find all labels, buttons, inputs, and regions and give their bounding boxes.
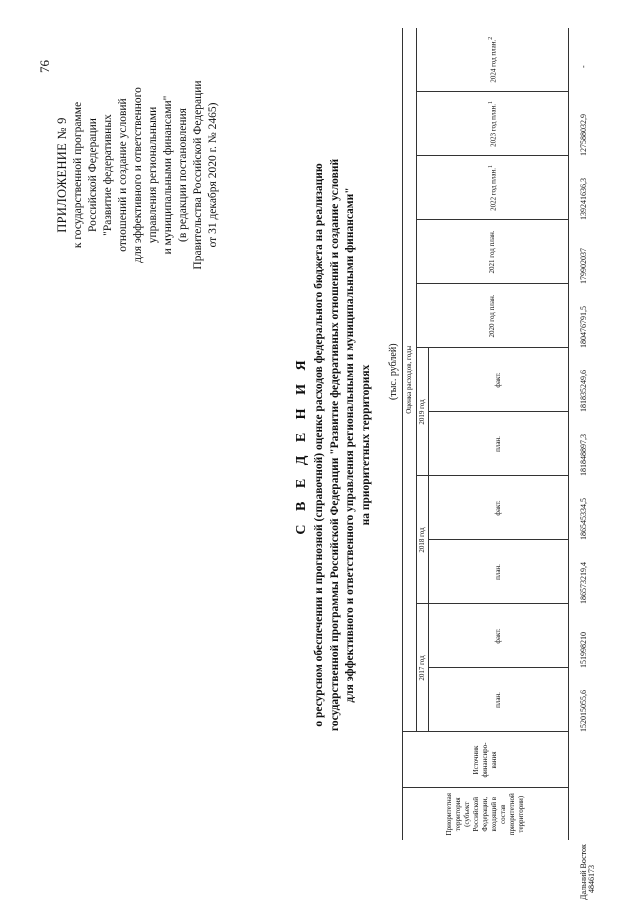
header-2023-footnote: 1 xyxy=(487,101,494,105)
appendix-line: для эффективного и ответственного xyxy=(132,87,144,263)
cell-2019-fact: 181835249,6 xyxy=(579,370,588,412)
header-2024-label: 2024 год план. xyxy=(489,39,498,83)
appendix-line: "Развитие федеративных xyxy=(102,114,114,236)
header-2018: 2018 год xyxy=(417,476,429,604)
header-2021 xyxy=(417,220,569,284)
cell-2022: 139241636,3 xyxy=(579,178,588,220)
appendix-block xyxy=(54,45,221,305)
resource-table xyxy=(402,28,569,840)
row-territory: Дальний Восток xyxy=(579,844,588,900)
header-2020-label: 2020 год план. xyxy=(488,294,496,338)
document-title xyxy=(292,65,374,825)
cell-2017-plan: 152015055,6 xyxy=(579,690,588,732)
header-2022-footnote: 1 xyxy=(487,165,494,169)
header-2023-label: 2023 год план. xyxy=(489,104,498,147)
cell-2017-fact: 151998210 xyxy=(579,632,588,668)
appendix-line: Правительства Российской Федерации xyxy=(192,80,204,270)
header-2018-plan: план. xyxy=(429,540,569,604)
header-2022 xyxy=(417,156,569,220)
header-2019: 2019 год xyxy=(417,348,429,476)
header-2017: 2017 год xyxy=(417,604,429,732)
header-2018-fact: факт. xyxy=(429,476,569,540)
title-line: для эффективного и ответственного управления региональными и муниципальными финансами" xyxy=(344,187,356,703)
appendix-heading: ПРИЛОЖЕНИЕ № 9 xyxy=(55,117,69,233)
header-2020 xyxy=(417,284,569,348)
cell-2018-plan: 186573219,4 xyxy=(579,562,588,604)
header-2024-footnote: 2 xyxy=(487,36,494,40)
title-line: государственной программы Российской Федерации "Развитие федеративных отношений и создание условий xyxy=(328,158,341,732)
header-2017-plan: план. xyxy=(429,668,569,732)
title-line: о ресурсном обеспечении и прогнозной (справочной) оценке расходов федерального бюджета на реализацию xyxy=(313,163,325,727)
header-2019-fact: факт. xyxy=(429,348,569,412)
header-2024 xyxy=(417,28,569,92)
header-2019-plan: план. xyxy=(429,412,569,476)
page-number: 76 xyxy=(37,60,52,73)
cell-2019-plan: 181848897,3 xyxy=(579,434,588,476)
title-line: на приоритетных территориях xyxy=(359,364,372,526)
cell-2024: - xyxy=(579,65,588,68)
cell-2023: 127588032,9 xyxy=(579,114,588,156)
document-code: 4846173 xyxy=(587,865,596,893)
appendix-line: и муниципальными финансами" xyxy=(162,95,174,255)
title-heading: С В Е Д Е Н И Я xyxy=(294,355,309,535)
appendix-line: от 31 декабря 2020 г. № 2465) xyxy=(207,102,219,248)
cell-2021: 179902037 xyxy=(579,248,588,284)
header-2017-fact: факт. xyxy=(429,604,569,668)
appendix-line: к государственной программе xyxy=(72,101,84,249)
cell-2020: 180476791,5 xyxy=(579,306,588,348)
header-source: Источник финансиро-вания xyxy=(403,732,569,788)
header-territory: Приоритетная территория (субъект Российской Федерации, входящий в состав приоритетной территории) xyxy=(403,788,569,840)
appendix-line: управления региональными xyxy=(147,106,159,244)
header-2023 xyxy=(417,92,569,156)
header-2021-label: 2021 год план. xyxy=(488,230,496,274)
header-estimate: Оценка расходов, годы xyxy=(403,28,417,732)
unit-label: (тыс. рублей) xyxy=(388,343,399,400)
appendix-line: отношений и создание условий xyxy=(117,98,129,252)
appendix-line: Российской Федерации xyxy=(87,118,99,232)
appendix-line: (в редакции постановления xyxy=(177,108,189,242)
table-row xyxy=(578,40,590,900)
cell-2018-fact: 186545334,5 xyxy=(579,498,588,540)
header-2022-label: 2022 год план. xyxy=(489,168,498,211)
